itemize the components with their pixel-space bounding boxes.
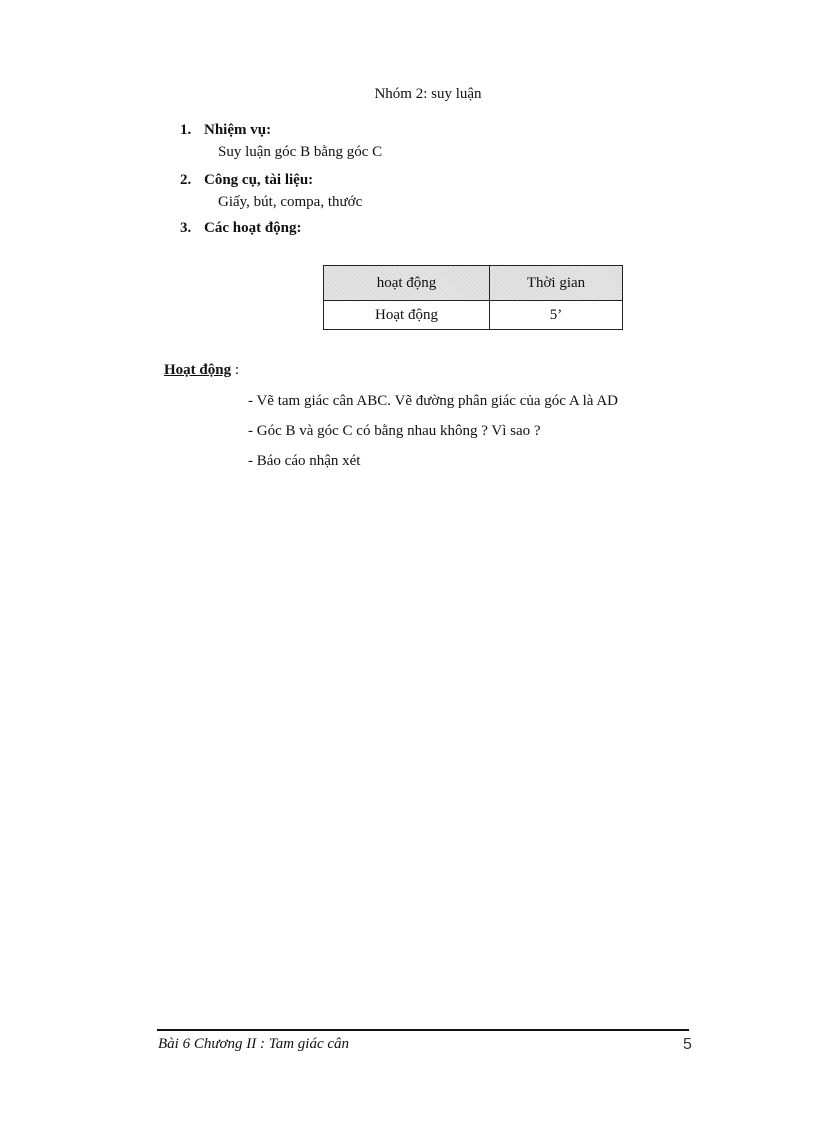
group-title: Nhóm 2: suy luận [374,86,482,102]
footer-divider [157,1029,689,1031]
section-body: Giấy, bút, compa, thước [218,194,363,210]
table-row [324,301,623,330]
activity-heading [164,362,239,379]
section-number: 1. [180,122,192,138]
activity-item: - Vẽ tam giác cân ABC. Vẽ đường phân giác của góc A là AD [248,393,619,409]
section-number: 3. [180,220,192,236]
page-number: 5 [683,1036,692,1053]
table-header-cell: Thời gian [490,266,623,301]
activity-item: - Góc B và góc C có bằng nhau không ? Vì sao ? [248,423,541,439]
section-heading: Công cụ, tài liệu: [204,172,314,188]
section-heading: Nhiệm vụ: [204,122,272,138]
activity-item: - Báo cáo nhận xét [248,453,361,469]
table-header-cell: hoạt động [324,266,490,301]
activity-label: Hoạt động [164,362,232,378]
activity-table [323,265,623,330]
table-cell: Hoạt động [324,301,490,330]
activity-label-suffix: : [231,362,240,378]
footer-title: Bài 6 Chương II : Tam giác cân [158,1036,350,1052]
table-header-row [324,266,623,301]
section-number: 2. [180,172,192,188]
table-cell: 5’ [490,301,623,330]
section-body: Suy luận góc B bằng góc C [218,144,383,160]
section-heading: Các hoạt động: [204,220,302,236]
